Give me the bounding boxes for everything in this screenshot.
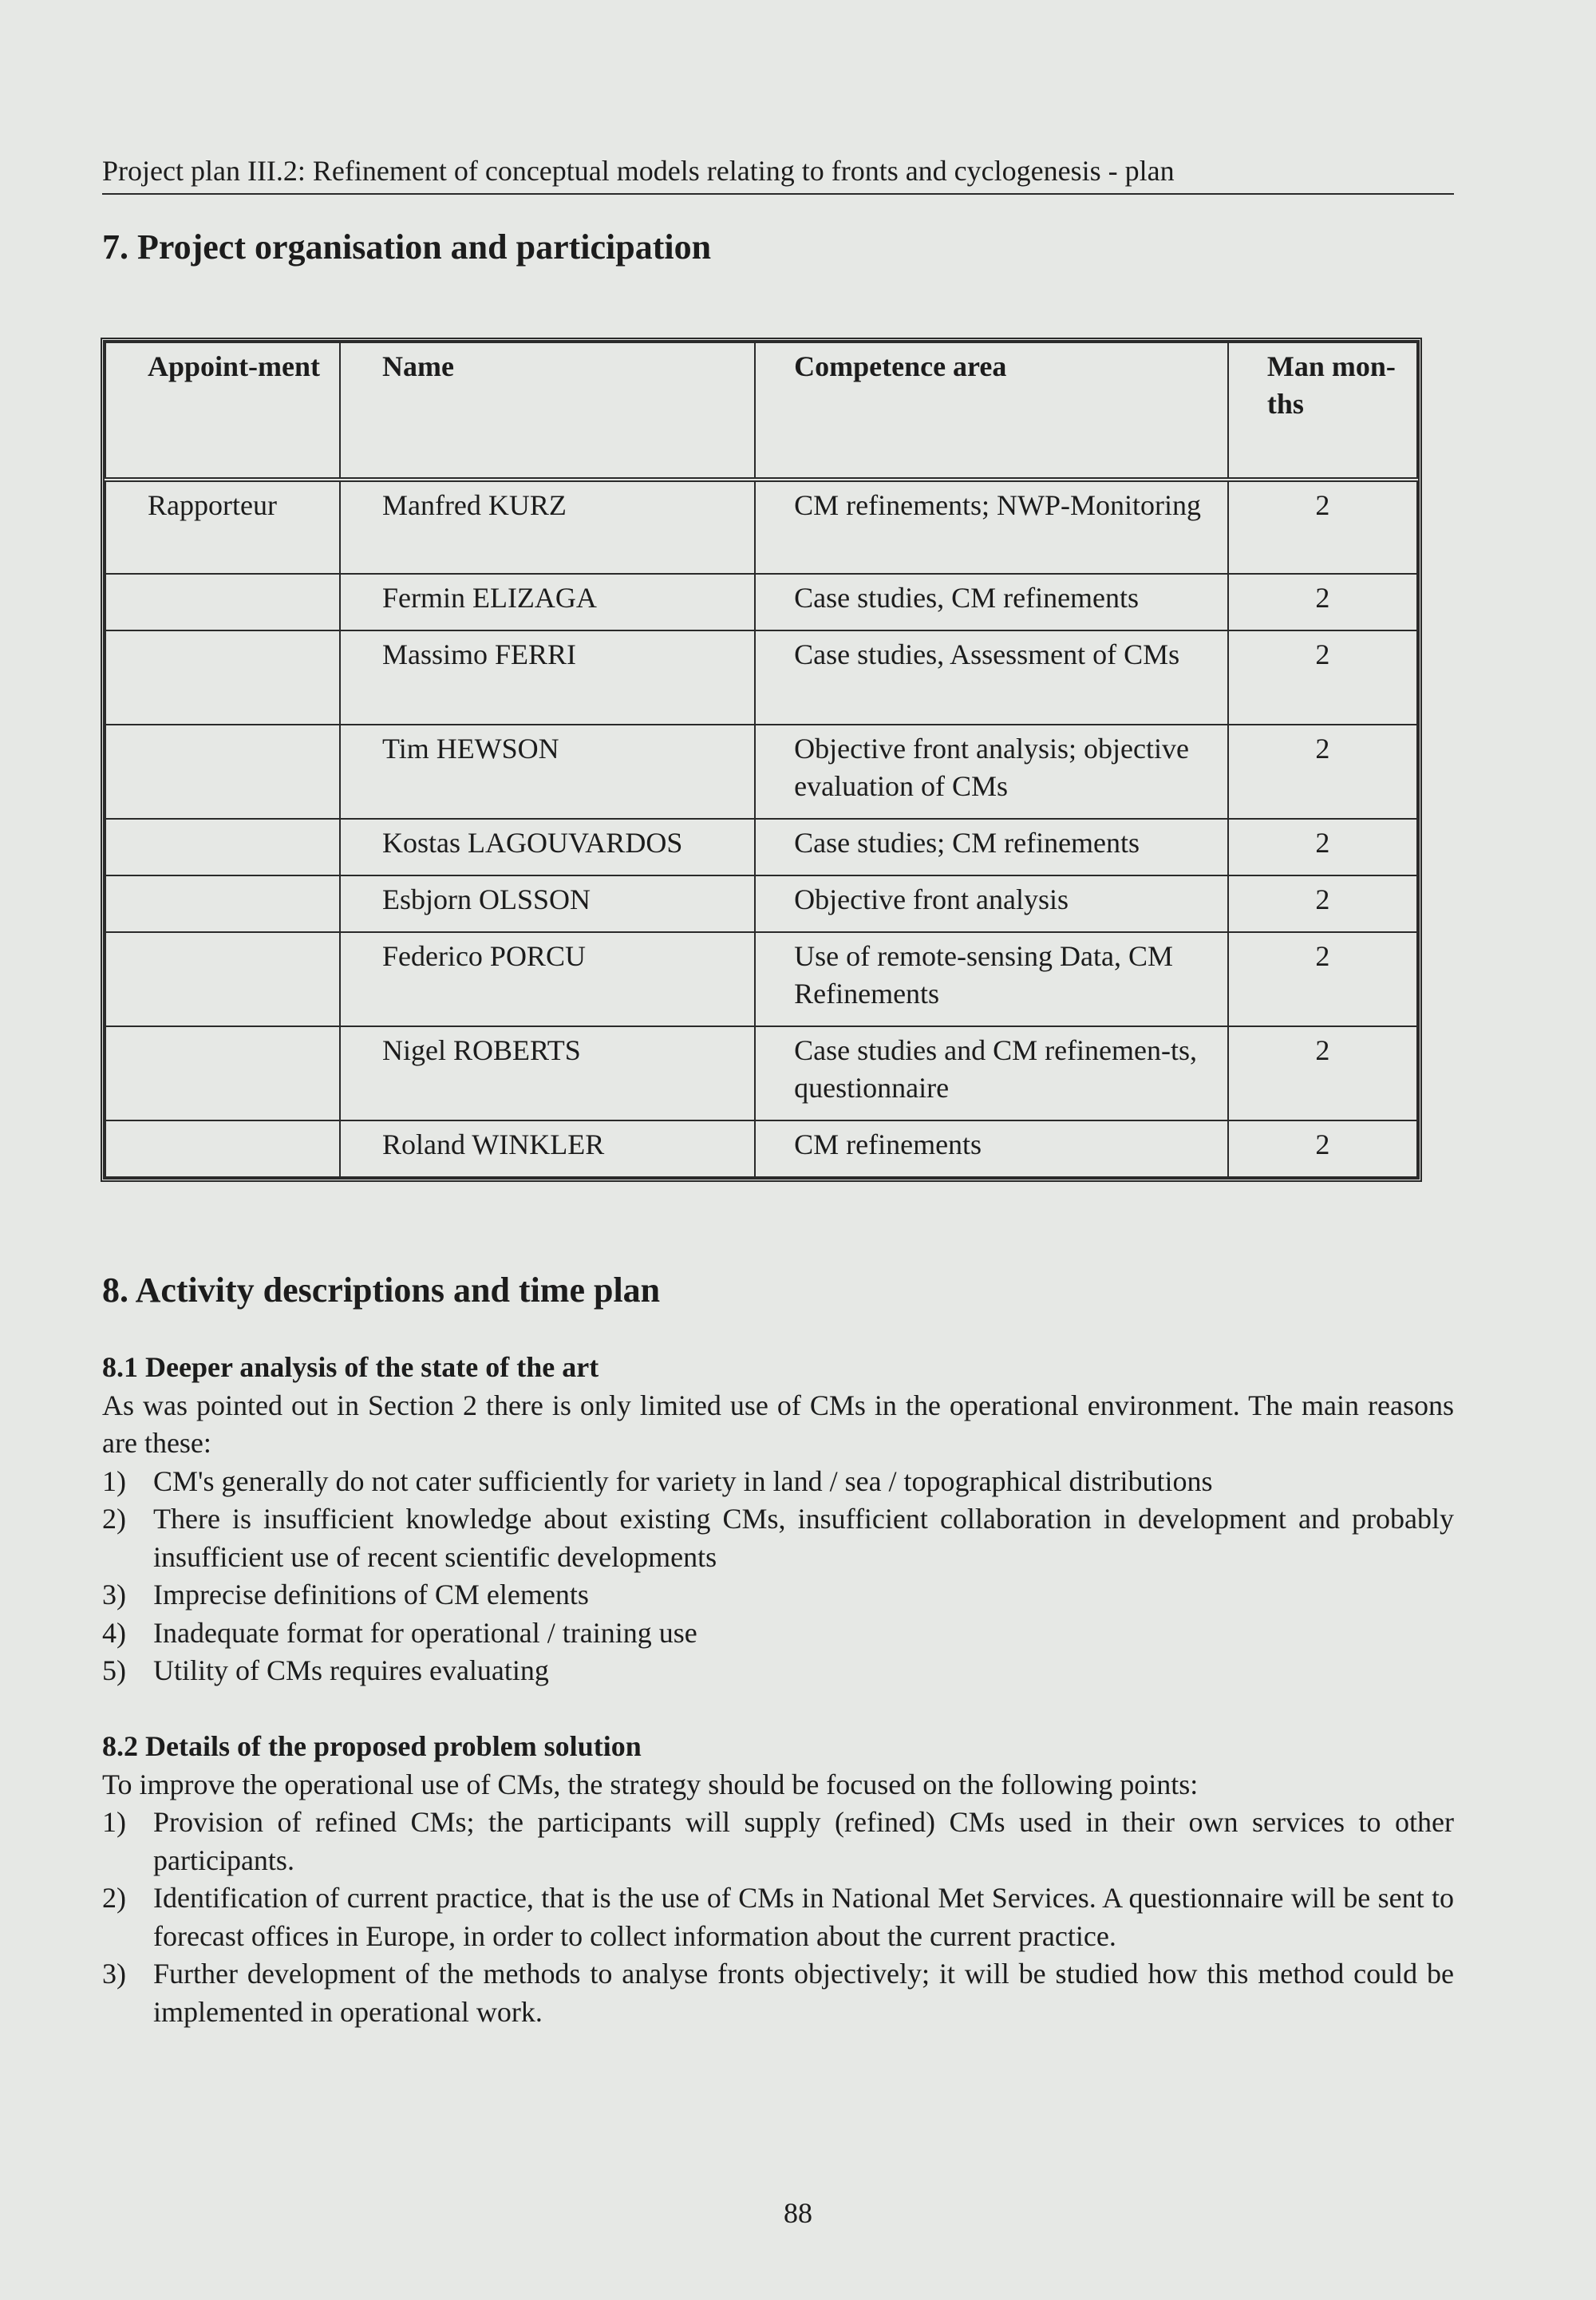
list-item: 5) Utility of CMs requires evaluating	[102, 1654, 549, 1686]
cell-months: 2	[1228, 725, 1417, 819]
col-competence-header: Competence area	[755, 342, 1228, 480]
section-7-heading: 7. Project organisation and participation	[102, 227, 712, 267]
cell-name: Kostas LAGOUVARDOS	[340, 819, 755, 875]
table-row	[105, 819, 1417, 875]
participation-table	[101, 338, 1422, 1182]
list-item: 3) Imprecise definitions of CM elements	[102, 1579, 589, 1610]
cell-months: 2	[1228, 819, 1417, 875]
cell-months: 2	[1228, 875, 1417, 932]
reasons-list	[102, 1463, 1454, 1690]
table-row	[105, 932, 1417, 1026]
cell-competence: Use of remote-sensing Data, CM Refinements	[755, 932, 1228, 1026]
list-item: 2) There is insufficient knowledge about existing CMs, insufficient collaboration in development and probably insufficient use of recent scientific developments	[102, 1503, 1454, 1573]
cell-months: 2	[1228, 574, 1417, 630]
cell-months: 2	[1228, 1026, 1417, 1120]
cell-appointment	[105, 725, 340, 819]
table-row	[105, 480, 1417, 574]
subsection-8-2-heading: 8.2 Details of the proposed problem solution	[102, 1730, 642, 1762]
table-row	[105, 1026, 1417, 1120]
list-item: 1) CM's generally do not cater sufficiently for variety in land / sea / topographical distributions	[102, 1464, 1213, 1497]
cell-appointment	[105, 819, 340, 875]
cell-months: 2	[1228, 1120, 1417, 1177]
cell-months: 2	[1228, 480, 1417, 574]
cell-competence: Case studies, CM refinements	[755, 574, 1228, 630]
cell-name: Tim HEWSON	[340, 725, 755, 819]
cell-name: Massimo FERRI	[340, 630, 755, 725]
table-row	[105, 574, 1417, 630]
cell-appointment	[105, 1026, 340, 1120]
cell-name: Manfred KURZ	[340, 480, 755, 574]
cell-appointment	[105, 875, 340, 932]
page-number: 88	[784, 2197, 812, 2229]
paragraph: As was pointed out in Section 2 there is only limited use of CMs in the operational environment. The main reasons are these:	[102, 1389, 1454, 1459]
cell-name: Esbjorn OLSSON	[340, 875, 755, 932]
cell-name: Fermin ELIZAGA	[340, 574, 755, 630]
cell-appointment	[105, 574, 340, 630]
cell-name: Federico PORCU	[340, 932, 755, 1026]
strategy-list	[102, 1804, 1454, 2031]
cell-appointment	[105, 932, 340, 1026]
cell-competence: Objective front analysis; objective evaluation of CMs	[755, 725, 1228, 819]
cell-name: Roland WINKLER	[340, 1120, 755, 1177]
list-item: 4) Inadequate format for operational / training use	[102, 1616, 697, 1649]
table-row	[105, 1120, 1417, 1177]
paragraph: To improve the operational use of CMs, the strategy should be focused on the following points:	[102, 1768, 1199, 1800]
cell-competence: CM refinements	[755, 1120, 1228, 1177]
list-item: 3) Further development of the methods to analyse fronts objectively; it will be studied how this method could be implemented in operational work.	[102, 1958, 1454, 2028]
cell-appointment: Rapporteur	[105, 480, 340, 574]
col-months-header: Man mon-ths	[1228, 342, 1417, 480]
table-row	[105, 875, 1417, 932]
running-header: Project plan III.2: Refinement of conceptual models relating to fronts and cyclogenesis - plan	[102, 152, 1454, 195]
section-8-1	[102, 1349, 1454, 1690]
cell-appointment	[105, 1120, 340, 1177]
cell-name: Nigel ROBERTS	[340, 1026, 755, 1120]
subsection-8-1-heading: 8.1 Deeper analysis of the state of the art	[102, 1351, 599, 1383]
table-row	[105, 725, 1417, 819]
col-appointment-header: Appoint-ment	[105, 342, 340, 480]
cell-competence: CM refinements; NWP-Monitoring	[755, 480, 1228, 574]
cell-months: 2	[1228, 630, 1417, 725]
cell-competence: Objective front analysis	[755, 875, 1228, 932]
table-header-row	[105, 342, 1417, 480]
list-item: 2) Identification of current practice, that is the use of CMs in National Met Services. A questionnaire will be sent to forecast offices in Europe, in order to collect information about the current practice.	[102, 1882, 1454, 1952]
section-8-heading: 8. Activity descriptions and time plan	[102, 1271, 661, 1310]
cell-months: 2	[1228, 932, 1417, 1026]
col-name-header: Name	[340, 342, 755, 480]
section-8-2	[102, 1728, 1454, 2031]
cell-competence: Case studies; CM refinements	[755, 819, 1228, 875]
cell-competence: Case studies, Assessment of CMs	[755, 630, 1228, 725]
cell-appointment	[105, 630, 340, 725]
table-row	[105, 630, 1417, 725]
cell-competence: Case studies and CM refinemen-ts, questionnaire	[755, 1026, 1228, 1120]
list-item: 1) Provision of refined CMs; the participants will supply (refined) CMs used in their own services to other participants.	[102, 1806, 1454, 1876]
